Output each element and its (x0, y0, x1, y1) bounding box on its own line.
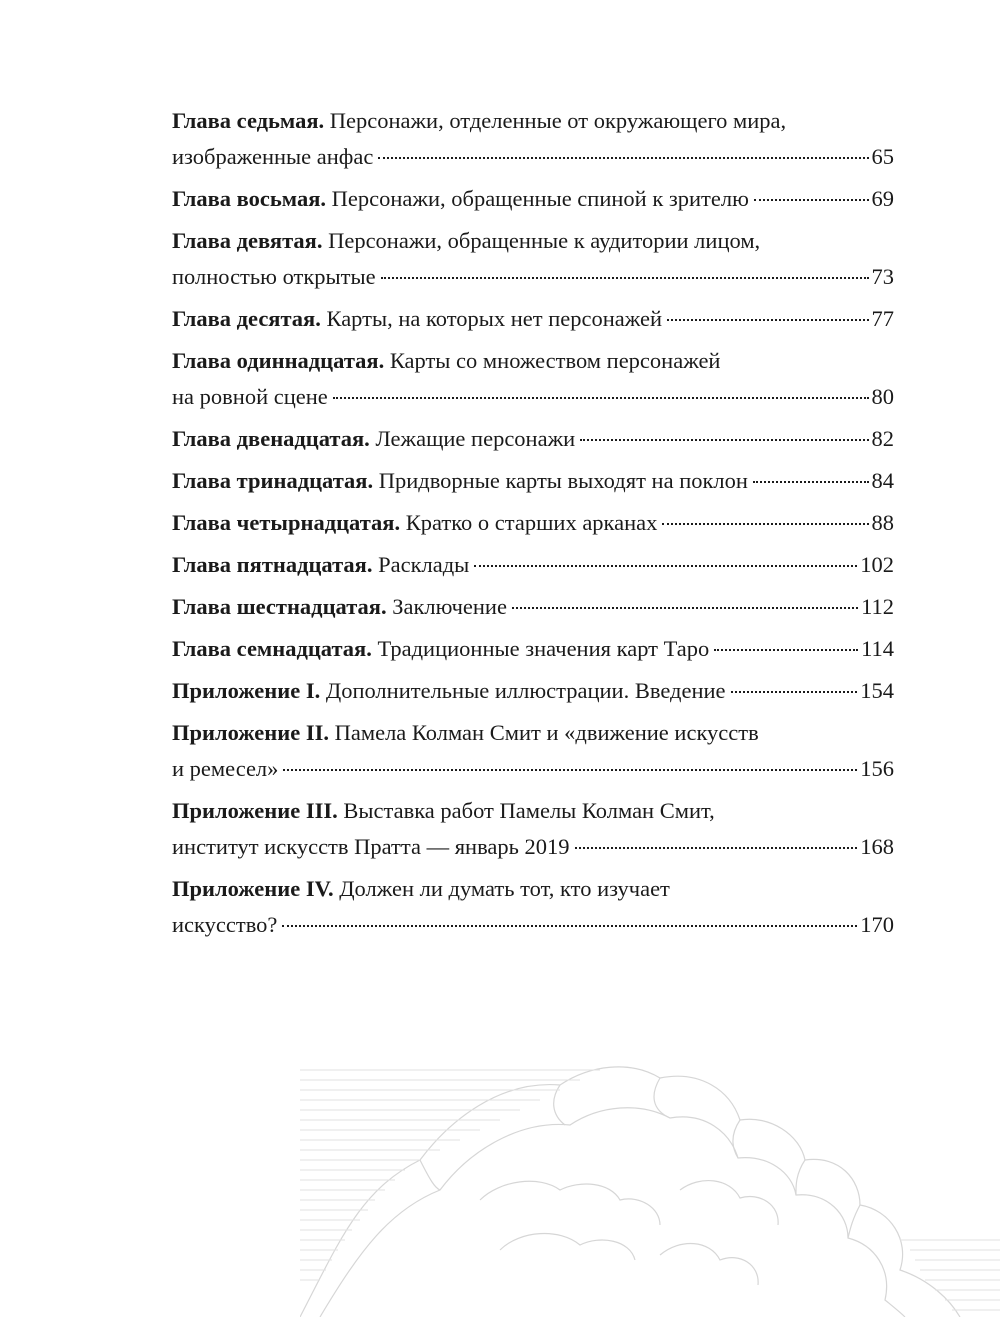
toc-entry-text (172, 829, 570, 865)
toc-entry-last-line (172, 547, 894, 583)
toc-entry-text (172, 720, 759, 745)
toc-entry-label: Приложение I. (172, 678, 321, 703)
toc-entry (172, 589, 894, 625)
toc-entry-text (172, 108, 786, 133)
toc-entry-title: институт искусств Пратта — январь 2019 (172, 834, 570, 859)
toc-entry-title: Дополнительные иллюстрации. Введение (325, 678, 726, 703)
toc-entry-text (172, 547, 469, 583)
toc-entry-title: Персонажи, отделенные от окружающего мира, (329, 108, 787, 133)
toc-entry-text (172, 505, 657, 541)
toc-entry-last-line (172, 259, 894, 295)
toc-entry-line (172, 223, 894, 259)
toc-page-number: 69 (871, 186, 894, 211)
toc-entry-title: Кратко о старших арканах (405, 510, 658, 535)
dot-leader (731, 691, 858, 693)
dot-leader (283, 769, 857, 771)
toc-entry (172, 463, 894, 499)
toc-entry-label: Глава десятая. (172, 306, 321, 331)
toc-entry-title: Персонажи, обращенные спиной к зрителю (331, 186, 749, 211)
dot-leader (753, 481, 869, 483)
toc-page-number: 77 (871, 306, 894, 331)
toc-entry-text (172, 876, 670, 901)
toc-entry-title: Карты со множеством персонажей (389, 348, 721, 373)
toc-entry-text (172, 181, 749, 217)
dot-leader (333, 397, 869, 399)
toc-entry-label: Глава седьмая. (172, 108, 325, 133)
toc-entry-line (172, 343, 894, 379)
toc-entry-last-line (172, 181, 894, 217)
cloud-engraving-decoration (300, 1040, 1000, 1317)
toc-entry-text (172, 259, 376, 295)
toc-entry-line (172, 103, 894, 139)
toc-entry-text (172, 907, 277, 943)
toc-entry-line (172, 871, 894, 907)
toc-page-number: 82 (871, 426, 894, 451)
toc-entry-title: изображенные анфас (172, 144, 374, 169)
toc-entry (172, 715, 894, 787)
dot-leader (667, 319, 868, 321)
toc-entry-label: Глава девятая. (172, 228, 323, 253)
toc-entry-label: Глава пятнадцатая. (172, 552, 373, 577)
toc-entry-title: Традиционные значения карт Таро (377, 636, 710, 661)
dot-leader (575, 847, 858, 849)
toc-page-number: 170 (860, 912, 894, 937)
toc-page-number: 154 (860, 678, 894, 703)
toc-page-number: 112 (861, 594, 894, 619)
toc-entry (172, 103, 894, 175)
toc-entry-last-line (172, 751, 894, 787)
toc-entry-text (172, 798, 715, 823)
toc-entry-label: Приложение III. (172, 798, 338, 823)
toc-entry (172, 421, 894, 457)
toc-entry-text (172, 631, 709, 667)
toc-entry-label: Глава восьмая. (172, 186, 327, 211)
toc-entry-label: Приложение IV. (172, 876, 334, 901)
toc-entry-text (172, 673, 726, 709)
toc-page-number: 168 (860, 834, 894, 859)
toc-entry-text (172, 589, 507, 625)
toc-entry-last-line (172, 463, 894, 499)
dot-leader (282, 925, 857, 927)
toc-entry (172, 301, 894, 337)
toc-page-number: 84 (871, 468, 894, 493)
toc-entry-title: Персонажи, обращенные к аудитории лицом, (328, 228, 761, 253)
toc-page-number: 73 (871, 264, 894, 289)
toc-page-number: 80 (871, 384, 894, 409)
toc-entry (172, 871, 894, 943)
toc-entry-text (172, 379, 328, 415)
toc-entry (172, 343, 894, 415)
toc-entry-last-line (172, 589, 894, 625)
toc-entry-label: Глава четырнадцатая. (172, 510, 401, 535)
toc-entry (172, 673, 894, 709)
toc-entry-line (172, 715, 894, 751)
toc-entry-last-line (172, 673, 894, 709)
dot-leader (381, 277, 869, 279)
toc-entry-label: Глава одиннадцатая. (172, 348, 385, 373)
toc-entry-title: Карты, на которых нет персонажей (326, 306, 663, 331)
dot-leader (714, 649, 858, 651)
toc-entry-title: полностью открытые (172, 264, 376, 289)
toc-entry-text (172, 301, 662, 337)
toc-entry-title: и ремесел» (172, 756, 279, 781)
toc-entry-text (172, 228, 760, 253)
toc-page-number: 102 (860, 552, 894, 577)
toc-entry-label: Глава шестнадцатая. (172, 594, 387, 619)
toc-entry-title: Расклады (378, 552, 470, 577)
toc-entry-last-line (172, 139, 894, 175)
toc-entry (172, 793, 894, 865)
toc-page-number: 65 (871, 144, 894, 169)
toc-entry-title: искусство? (172, 912, 278, 937)
toc-entry-title: Заключение (392, 594, 507, 619)
toc-page-number: 88 (871, 510, 894, 535)
toc-entry-title: Выставка работ Памелы Колман Смит, (343, 798, 715, 823)
toc-entry (172, 223, 894, 295)
toc-entry-last-line (172, 907, 894, 943)
toc-entry-title: Лежащие персонажи (375, 426, 576, 451)
toc-entry (172, 631, 894, 667)
toc-entry-text (172, 139, 373, 175)
toc-entry (172, 547, 894, 583)
toc-entry (172, 505, 894, 541)
dot-leader (662, 523, 868, 525)
toc-entry-title: Придворные карты выходят на поклон (378, 468, 748, 493)
dot-leader (580, 439, 868, 441)
toc-entry-title: на ровной сцене (172, 384, 328, 409)
toc-page-number: 156 (860, 756, 894, 781)
dot-leader (512, 607, 858, 609)
toc-entry-text (172, 348, 720, 373)
toc-entry-last-line (172, 301, 894, 337)
toc-entry-title: Должен ли думать тот, кто изучает (339, 876, 670, 901)
table-of-contents (172, 103, 894, 949)
toc-entry-title: Памела Колман Смит и «движение искусств (334, 720, 759, 745)
toc-entry-text (172, 463, 748, 499)
toc-entry-last-line (172, 829, 894, 865)
toc-entry-last-line (172, 631, 894, 667)
toc-entry-last-line (172, 505, 894, 541)
toc-entry-last-line (172, 421, 894, 457)
dot-leader (378, 157, 868, 159)
toc-entry-label: Глава семнадцатая. (172, 636, 372, 661)
toc-entry (172, 181, 894, 217)
toc-entry-line (172, 793, 894, 829)
toc-entry-label: Глава двенадцатая. (172, 426, 370, 451)
dot-leader (754, 199, 869, 201)
toc-entry-text (172, 421, 575, 457)
toc-page-number: 114 (861, 636, 894, 661)
dot-leader (474, 565, 857, 567)
toc-entry-last-line (172, 379, 894, 415)
toc-entry-text (172, 751, 278, 787)
toc-entry-label: Приложение II. (172, 720, 329, 745)
toc-entry-label: Глава тринадцатая. (172, 468, 374, 493)
